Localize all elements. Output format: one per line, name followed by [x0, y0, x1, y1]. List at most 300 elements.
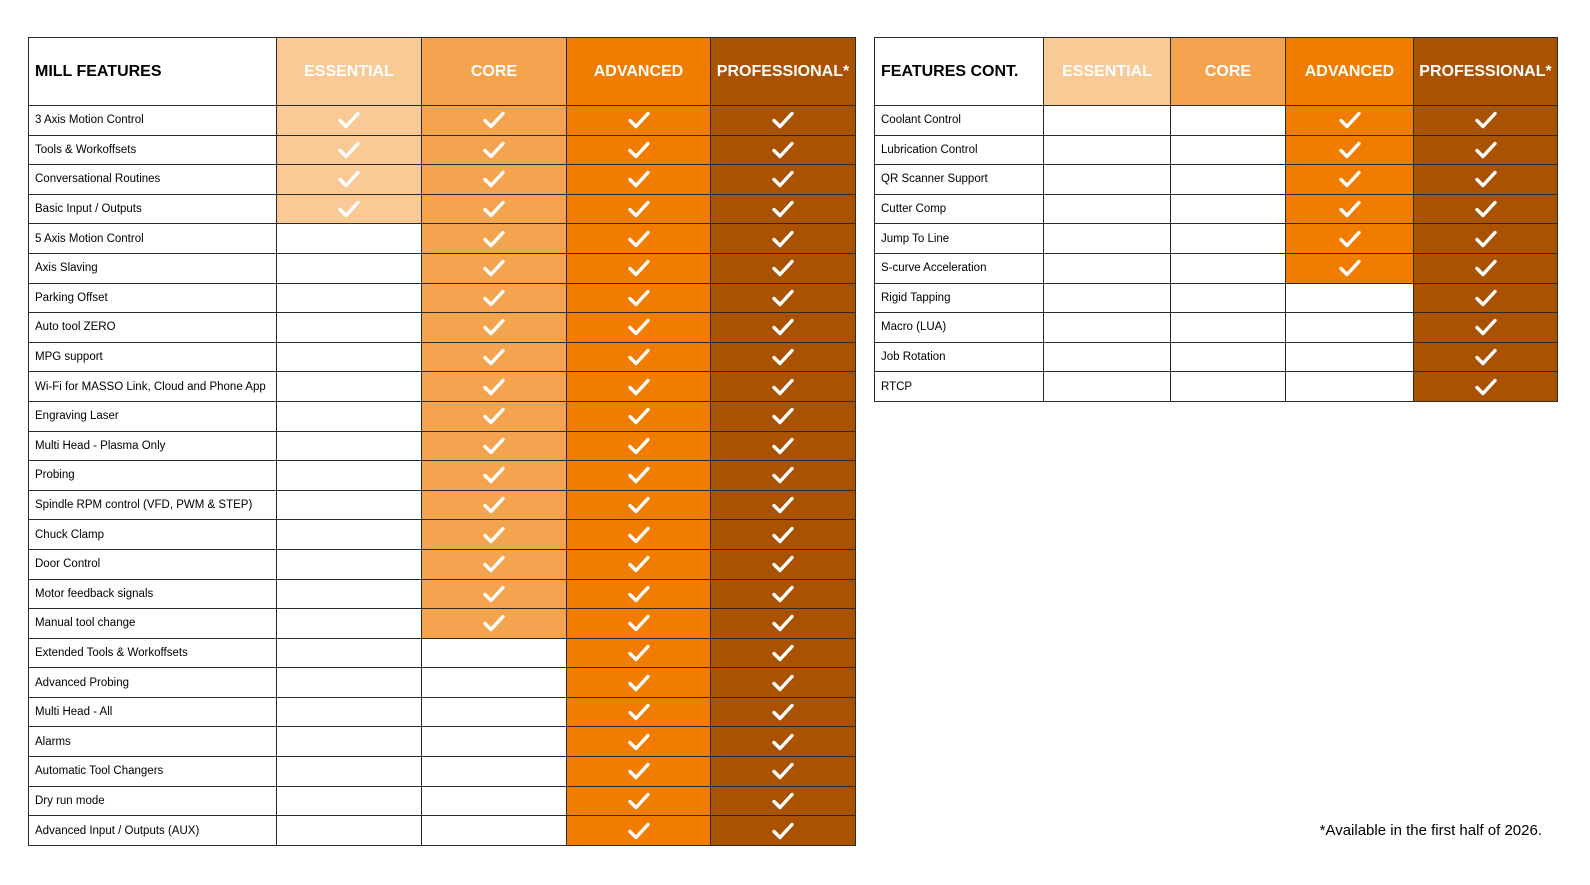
tier-cell-professional [711, 579, 856, 609]
feature-name: Probing [29, 461, 277, 491]
checkmark-icon [483, 585, 505, 603]
tier-cell-core [422, 431, 567, 461]
checkmark-icon [483, 526, 505, 544]
tier-cell-advanced [1286, 135, 1414, 165]
checkmark-icon [483, 259, 505, 277]
table-row [29, 106, 856, 136]
tier-cell-essential [1044, 194, 1171, 224]
feature-name: Advanced Probing [29, 668, 277, 698]
tier-cell-core [1171, 342, 1286, 372]
tier-header-advanced: ADVANCED [567, 38, 711, 106]
table-row [875, 342, 1558, 372]
checkmark-icon [772, 437, 794, 455]
tier-cell-core [1171, 283, 1286, 313]
tier-cell-advanced [567, 401, 711, 431]
tier-cell-core [422, 461, 567, 491]
checkmark-icon [1475, 111, 1497, 129]
tier-cell-professional [711, 313, 856, 343]
tier-cell-advanced [567, 165, 711, 195]
checkmark-icon [483, 111, 505, 129]
tier-cell-essential [277, 697, 422, 727]
feature-name: Dry run mode [29, 786, 277, 816]
tier-cell-advanced [567, 253, 711, 283]
tier-cell-core [422, 106, 567, 136]
tier-cell-professional [711, 697, 856, 727]
tier-cell-essential [277, 372, 422, 402]
checkmark-icon [772, 614, 794, 632]
table-row [29, 165, 856, 195]
checkmark-icon [1475, 141, 1497, 159]
tier-cell-core [422, 253, 567, 283]
checkmark-icon [772, 585, 794, 603]
tier-cell-essential [277, 313, 422, 343]
checkmark-icon [772, 822, 794, 840]
checkmark-icon [772, 170, 794, 188]
tier-cell-advanced [567, 224, 711, 254]
checkmark-icon [772, 644, 794, 662]
tier-cell-professional [711, 372, 856, 402]
tier-cell-core [422, 313, 567, 343]
checkmark-icon [483, 200, 505, 218]
checkmark-icon [628, 555, 650, 573]
feature-name: Manual tool change [29, 609, 277, 639]
checkmark-icon [1475, 200, 1497, 218]
tier-cell-essential [277, 638, 422, 668]
tier-header-core: CORE [422, 38, 567, 106]
tier-cell-core [422, 490, 567, 520]
checkmark-icon [628, 259, 650, 277]
tier-cell-essential [1044, 313, 1171, 343]
tier-cell-advanced [1286, 253, 1414, 283]
table-row [29, 549, 856, 579]
tier-cell-professional [711, 194, 856, 224]
tier-cell-advanced [567, 727, 711, 757]
tier-cell-advanced [567, 579, 711, 609]
checkmark-icon [772, 348, 794, 366]
tier-cell-professional [711, 549, 856, 579]
checkmark-icon [1339, 200, 1361, 218]
table-header-row [29, 38, 856, 106]
table-title: MILL FEATURES [29, 38, 277, 106]
table-body [29, 106, 856, 846]
feature-name: Lubrication Control [875, 135, 1044, 165]
checkmark-icon [1339, 111, 1361, 129]
table-row [29, 224, 856, 254]
checkmark-icon [338, 200, 360, 218]
table-row [29, 786, 856, 816]
tier-cell-core [422, 372, 567, 402]
feature-name: Macro (LUA) [875, 313, 1044, 343]
tier-cell-advanced [567, 697, 711, 727]
feature-name: Cutter Comp [875, 194, 1044, 224]
checkmark-icon [1339, 259, 1361, 277]
checkmark-icon [628, 526, 650, 544]
tier-cell-core [422, 165, 567, 195]
checkmark-icon [628, 230, 650, 248]
tier-cell-professional [1414, 194, 1558, 224]
checkmark-icon [338, 111, 360, 129]
tier-cell-essential [277, 786, 422, 816]
feature-name: Coolant Control [875, 106, 1044, 136]
checkmark-icon [483, 614, 505, 632]
tier-cell-advanced [1286, 194, 1414, 224]
feature-name: Multi Head - Plasma Only [29, 431, 277, 461]
tier-cell-advanced [567, 461, 711, 491]
tier-cell-professional [1414, 224, 1558, 254]
tier-cell-advanced [1286, 165, 1414, 195]
checkmark-icon [483, 555, 505, 573]
feature-name: S-curve Acceleration [875, 253, 1044, 283]
checkmark-icon [772, 733, 794, 751]
tier-cell-essential [1044, 253, 1171, 283]
tier-cell-core [422, 697, 567, 727]
tier-cell-professional [711, 786, 856, 816]
checkmark-icon [628, 170, 650, 188]
table-row [29, 609, 856, 639]
tier-cell-core [422, 579, 567, 609]
table-title: FEATURES CONT. [875, 38, 1044, 106]
table-row [29, 461, 856, 491]
table-row [875, 253, 1558, 283]
tier-cell-essential [277, 490, 422, 520]
tier-cell-core [422, 342, 567, 372]
tier-cell-core [422, 638, 567, 668]
tier-cell-professional [711, 609, 856, 639]
checkmark-icon [772, 674, 794, 692]
checkmark-icon [1475, 348, 1497, 366]
table-row [29, 490, 856, 520]
checkmark-icon [628, 141, 650, 159]
tier-header-professional: PROFESSIONAL* [711, 38, 856, 106]
tier-header-essential: ESSENTIAL [277, 38, 422, 106]
feature-name: 5 Axis Motion Control [29, 224, 277, 254]
checkmark-icon [628, 378, 650, 396]
table-row [29, 431, 856, 461]
tier-cell-advanced [1286, 342, 1414, 372]
feature-name: Conversational Routines [29, 165, 277, 195]
tier-cell-professional [711, 490, 856, 520]
tier-cell-advanced [1286, 224, 1414, 254]
tier-cell-advanced [567, 490, 711, 520]
checkmark-icon [628, 407, 650, 425]
table-row [29, 520, 856, 550]
feature-name: Multi Head - All [29, 697, 277, 727]
checkmark-icon [628, 733, 650, 751]
checkmark-icon [772, 200, 794, 218]
tier-cell-advanced [1286, 372, 1414, 402]
checkmark-icon [772, 230, 794, 248]
checkmark-icon [628, 792, 650, 810]
tier-cell-professional [1414, 106, 1558, 136]
tier-cell-core [422, 549, 567, 579]
checkmark-icon [1475, 259, 1497, 277]
tier-header-professional: PROFESSIONAL* [1414, 38, 1558, 106]
tier-header-advanced: ADVANCED [1286, 38, 1414, 106]
feature-name: Engraving Laser [29, 401, 277, 431]
tier-cell-professional [1414, 283, 1558, 313]
checkmark-icon [628, 674, 650, 692]
tier-cell-essential [1044, 135, 1171, 165]
tier-cell-advanced [567, 194, 711, 224]
tier-cell-advanced [567, 609, 711, 639]
tier-cell-core [422, 757, 567, 787]
checkmark-icon [772, 555, 794, 573]
feature-name: Basic Input / Outputs [29, 194, 277, 224]
table-row [875, 106, 1558, 136]
tier-cell-essential [277, 135, 422, 165]
checkmark-icon [1475, 318, 1497, 336]
table-row [29, 697, 856, 727]
tier-cell-core [1171, 106, 1286, 136]
tier-cell-professional [711, 165, 856, 195]
checkmark-icon [628, 644, 650, 662]
checkmark-icon [338, 170, 360, 188]
tier-cell-advanced [567, 520, 711, 550]
tier-cell-essential [277, 165, 422, 195]
tier-cell-core [1171, 224, 1286, 254]
feature-name: Wi-Fi for MASSO Link, Cloud and Phone App [29, 372, 277, 402]
tier-cell-professional [1414, 253, 1558, 283]
tier-cell-core [422, 609, 567, 639]
tier-cell-advanced [1286, 313, 1414, 343]
tier-cell-professional [711, 520, 856, 550]
feature-name: Jump To Line [875, 224, 1044, 254]
tier-cell-professional [711, 461, 856, 491]
tier-header-core: CORE [1171, 38, 1286, 106]
table-row [29, 757, 856, 787]
features-cont-table [874, 37, 1558, 402]
tier-cell-professional [711, 431, 856, 461]
feature-name: 3 Axis Motion Control [29, 106, 277, 136]
tier-cell-core [422, 283, 567, 313]
tier-cell-essential [277, 727, 422, 757]
tier-cell-core [1171, 253, 1286, 283]
tier-cell-professional [711, 668, 856, 698]
table-row [875, 224, 1558, 254]
tier-cell-essential [277, 106, 422, 136]
checkmark-icon [628, 466, 650, 484]
tier-cell-essential [1044, 372, 1171, 402]
checkmark-icon [772, 762, 794, 780]
checkmark-icon [483, 230, 505, 248]
table-row [29, 401, 856, 431]
feature-name: Rigid Tapping [875, 283, 1044, 313]
tier-cell-professional [711, 283, 856, 313]
tier-cell-advanced [567, 135, 711, 165]
tier-header-essential: ESSENTIAL [1044, 38, 1171, 106]
tier-cell-essential [277, 253, 422, 283]
tier-cell-core [422, 135, 567, 165]
tier-cell-core [422, 224, 567, 254]
tier-cell-professional [711, 342, 856, 372]
tier-cell-essential [1044, 283, 1171, 313]
tier-cell-professional [711, 253, 856, 283]
feature-name: Advanced Input / Outputs (AUX) [29, 816, 277, 846]
feature-name: Extended Tools & Workoffsets [29, 638, 277, 668]
feature-name: Automatic Tool Changers [29, 757, 277, 787]
footnote: *Available in the first half of 2026. [1319, 822, 1542, 839]
table-header-row [875, 38, 1558, 106]
feature-name: Auto tool ZERO [29, 313, 277, 343]
checkmark-icon [628, 437, 650, 455]
tier-cell-essential [1044, 165, 1171, 195]
tier-cell-advanced [567, 757, 711, 787]
checkmark-icon [772, 318, 794, 336]
tier-cell-professional [711, 401, 856, 431]
checkmark-icon [1475, 289, 1497, 307]
tier-cell-core [1171, 135, 1286, 165]
tier-cell-essential [1044, 224, 1171, 254]
tier-cell-essential [277, 461, 422, 491]
tier-cell-professional [1414, 313, 1558, 343]
mill-features-table [28, 37, 856, 846]
checkmark-icon [483, 348, 505, 366]
tier-cell-essential [277, 283, 422, 313]
tier-cell-essential [277, 579, 422, 609]
checkmark-icon [483, 378, 505, 396]
tier-cell-advanced [567, 668, 711, 698]
table-row [29, 727, 856, 757]
checkmark-icon [772, 378, 794, 396]
checkmark-icon [772, 792, 794, 810]
checkmark-icon [1475, 230, 1497, 248]
checkmark-icon [483, 466, 505, 484]
table-row [29, 253, 856, 283]
tier-cell-essential [1044, 342, 1171, 372]
table-row [875, 372, 1558, 402]
checkmark-icon [483, 141, 505, 159]
tier-cell-core [422, 520, 567, 550]
feature-name: QR Scanner Support [875, 165, 1044, 195]
checkmark-icon [338, 141, 360, 159]
table-row [29, 342, 856, 372]
table-row [29, 579, 856, 609]
table-row [29, 816, 856, 846]
table-row [29, 313, 856, 343]
tier-cell-professional [711, 106, 856, 136]
table-row [875, 135, 1558, 165]
tier-cell-essential [277, 520, 422, 550]
checkmark-icon [483, 170, 505, 188]
tier-cell-advanced [567, 313, 711, 343]
checkmark-icon [483, 289, 505, 307]
tier-cell-advanced [567, 638, 711, 668]
table-body [875, 106, 1558, 402]
feature-name: Axis Slaving [29, 253, 277, 283]
tier-cell-essential [277, 431, 422, 461]
checkmark-icon [628, 703, 650, 721]
tier-cell-advanced [567, 106, 711, 136]
checkmark-icon [772, 141, 794, 159]
checkmark-icon [1339, 141, 1361, 159]
tier-cell-professional [711, 638, 856, 668]
tier-cell-essential [277, 609, 422, 639]
table-row [29, 372, 856, 402]
tier-cell-core [422, 668, 567, 698]
tier-cell-core [1171, 194, 1286, 224]
table-row [875, 165, 1558, 195]
tier-cell-core [1171, 165, 1286, 195]
feature-name: MPG support [29, 342, 277, 372]
tier-cell-core [1171, 313, 1286, 343]
tier-cell-core [422, 401, 567, 431]
tier-cell-professional [711, 757, 856, 787]
checkmark-icon [772, 111, 794, 129]
tier-cell-advanced [1286, 283, 1414, 313]
checkmark-icon [628, 585, 650, 603]
tier-cell-advanced [567, 372, 711, 402]
table-row [29, 194, 856, 224]
tier-cell-essential [277, 224, 422, 254]
checkmark-icon [483, 407, 505, 425]
checkmark-icon [628, 614, 650, 632]
table-row [29, 638, 856, 668]
checkmark-icon [628, 289, 650, 307]
checkmark-icon [628, 200, 650, 218]
table-row [875, 194, 1558, 224]
checkmark-icon [628, 822, 650, 840]
tier-cell-advanced [567, 431, 711, 461]
feature-name: Alarms [29, 727, 277, 757]
checkmark-icon [772, 466, 794, 484]
feature-name: Parking Offset [29, 283, 277, 313]
feature-name: Chuck Clamp [29, 520, 277, 550]
checkmark-icon [483, 318, 505, 336]
tier-cell-advanced [567, 283, 711, 313]
feature-name: Motor feedback signals [29, 579, 277, 609]
tier-cell-professional [711, 727, 856, 757]
checkmark-icon [1475, 170, 1497, 188]
checkmark-icon [1339, 230, 1361, 248]
table-row [875, 313, 1558, 343]
tier-cell-professional [1414, 135, 1558, 165]
table-row [29, 135, 856, 165]
tier-cell-essential [277, 816, 422, 846]
checkmark-icon [483, 437, 505, 455]
feature-name: Spindle RPM control (VFD, PWM & STEP) [29, 490, 277, 520]
checkmark-icon [483, 496, 505, 514]
checkmark-icon [628, 318, 650, 336]
checkmark-icon [1475, 378, 1497, 396]
checkmark-icon [628, 348, 650, 366]
tier-cell-essential [277, 194, 422, 224]
tier-cell-professional [1414, 165, 1558, 195]
tier-cell-professional [711, 135, 856, 165]
checkmark-icon [1339, 170, 1361, 188]
tier-cell-core [422, 816, 567, 846]
checkmark-icon [772, 289, 794, 307]
checkmark-icon [628, 762, 650, 780]
tier-cell-advanced [567, 342, 711, 372]
tier-cell-advanced [567, 816, 711, 846]
tier-cell-core [422, 194, 567, 224]
checkmark-icon [772, 259, 794, 277]
tier-cell-core [422, 786, 567, 816]
table-row [875, 283, 1558, 313]
feature-name: RTCP [875, 372, 1044, 402]
checkmark-icon [772, 526, 794, 544]
checkmark-icon [772, 407, 794, 425]
tier-cell-advanced [567, 786, 711, 816]
tier-cell-core [1171, 372, 1286, 402]
table-row [29, 283, 856, 313]
feature-name: Tools & Workoffsets [29, 135, 277, 165]
tier-cell-essential [277, 757, 422, 787]
tier-cell-essential [277, 549, 422, 579]
checkmark-icon [628, 496, 650, 514]
tier-cell-core [422, 727, 567, 757]
checkmark-icon [628, 111, 650, 129]
